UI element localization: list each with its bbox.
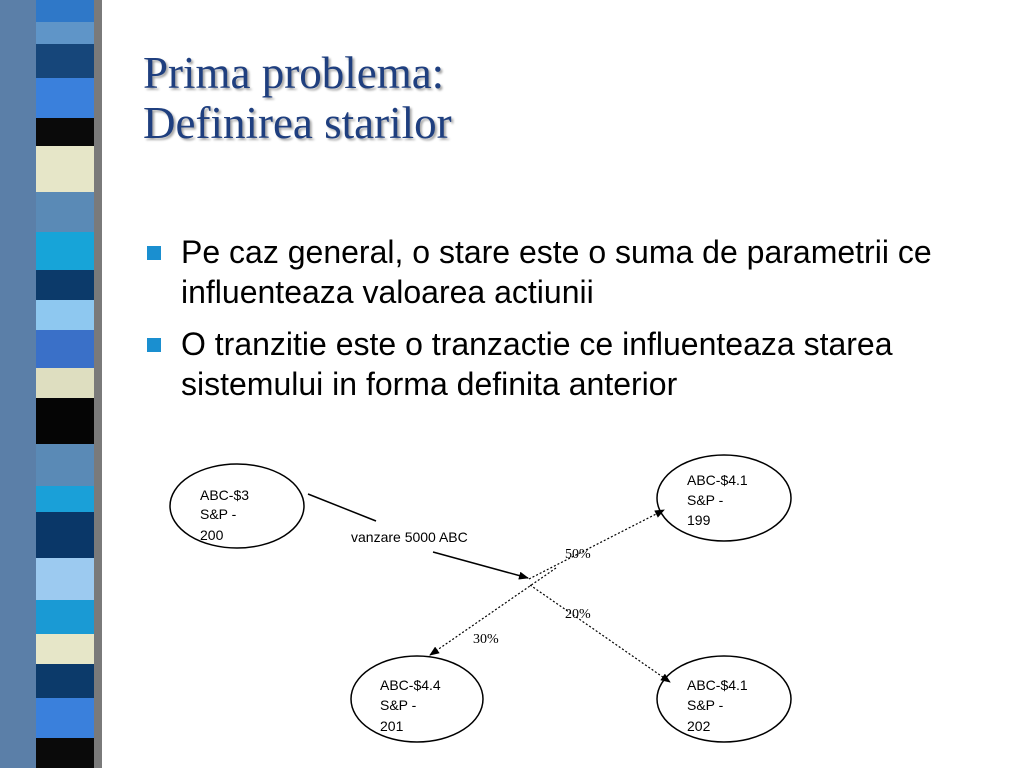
state-start-line-3: 200 bbox=[200, 527, 224, 543]
transition-to-bottom-right bbox=[530, 585, 670, 682]
state-bottom-left-line-2: S&P - bbox=[380, 697, 417, 713]
state-bottom-right-line-1: ABC-$4.1 bbox=[687, 677, 748, 693]
state-top-right-ellipse bbox=[657, 455, 791, 541]
title-line-2: Definirea starilor bbox=[143, 98, 452, 148]
action-arrow bbox=[433, 552, 528, 578]
state-top-right-line-3: 199 bbox=[687, 512, 711, 528]
state-start-line-2: S&P - bbox=[200, 506, 237, 522]
state-bottom-left-ellipse bbox=[351, 656, 483, 742]
probability-top-right: 50% bbox=[565, 547, 591, 562]
state-top-right-line-2: S&P - bbox=[687, 492, 724, 508]
bullet-text: O tranzitie este o tranzactie ce influenteaza starea sistemului in forma definita anterior bbox=[181, 326, 893, 402]
state-start-line-1: ABC-$3 bbox=[200, 487, 250, 503]
state-bottom-right-line-2: S&P - bbox=[687, 697, 724, 713]
probability-bottom-right: 20% bbox=[565, 607, 591, 622]
action-line-start bbox=[308, 494, 376, 521]
state-bottom-left-line-1: ABC-$4.4 bbox=[380, 677, 441, 693]
probability-bottom-left: 30% bbox=[473, 632, 499, 647]
transition-to-top-right bbox=[529, 510, 664, 579]
state-bottom-right-ellipse bbox=[657, 656, 791, 742]
bullet-text: Pe caz general, o stare este o suma de parametrii ce influenteaza valoarea actiunii bbox=[181, 234, 932, 310]
title-line-1: Prima problema: bbox=[143, 48, 445, 98]
action-label: vanzare 5000 ABC bbox=[351, 529, 468, 545]
state-start-ellipse bbox=[170, 464, 304, 548]
state-bottom-left-line-3: 201 bbox=[380, 718, 404, 734]
state-top-right-line-1: ABC-$4.1 bbox=[687, 472, 748, 488]
state-bottom-right-line-3: 202 bbox=[687, 718, 711, 734]
